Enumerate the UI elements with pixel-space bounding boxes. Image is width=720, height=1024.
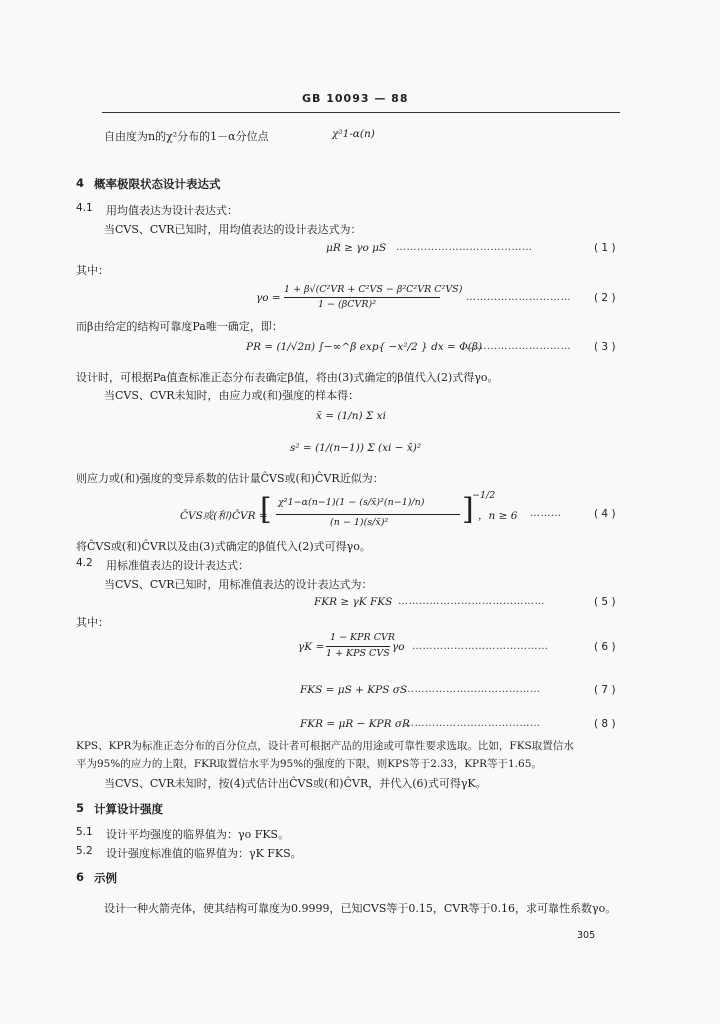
equation-2-tag: ( 2 ) — [594, 292, 616, 304]
para-4-1-5: 则应力或(和)强度的变异系数的估计量ĈVS或(和)ĈVR近似为： — [76, 472, 384, 485]
para-4-1-3: 设计时，可根据Pa值查标准正态分布表确定β值，将由(3)式确定的β值代入(2)式得γo。 — [76, 371, 499, 384]
equation-4-bracket-right: ] — [462, 492, 474, 527]
equation-8: FKR = μR − KPR σR — [300, 718, 410, 730]
para-4-1-4: 当CVS、CVR未知时，由应力或(和)强度的样本得： — [104, 389, 360, 402]
equation-4-fraction-bar — [276, 514, 460, 515]
equation-sample-variance: s² = (1/(n−1)) Σ (xi − x̄)² — [290, 442, 422, 454]
equation-7-tag: ( 7 ) — [594, 684, 616, 696]
equation-4-leader: ……… — [530, 508, 562, 519]
equation-7-leader: ………………………………… — [404, 684, 541, 695]
section-5-title: 计算设计强度 — [94, 802, 163, 816]
equation-6-tail: γo — [392, 641, 405, 653]
equation-8-leader: ………………………………… — [404, 718, 541, 729]
equation-5: FKR ≥ γK FKS — [314, 596, 393, 608]
section-4-1-title: 用均值表达为设计表达式： — [106, 204, 238, 217]
equation-3-tag: ( 3 ) — [594, 341, 616, 353]
para-6-1: 设计一种火箭壳体，使其结构可靠度为0.9999，已知CVS等于0.15，CVR等于0.16，求可靠性系数γo。 — [104, 902, 617, 915]
equation-1: μR ≥ γo μS — [326, 242, 387, 254]
para-4-2-1: 当CVS、CVR已知时，用标准值表达的设计表达式为： — [104, 578, 373, 591]
section-4-2-number: 4.2 — [76, 557, 93, 569]
section-5-1-text: 设计平均强度的临界值为：γo FKS。 — [106, 828, 290, 841]
equation-4-bracket-left: [ — [260, 492, 272, 527]
section-5-number: 5 — [76, 801, 85, 815]
equation-4-exponent: −1/2 — [472, 490, 496, 501]
para-4-2-4: 当CVS、CVR未知时，按(4)式估计出ĈVS或(和)ĈVR，并代入(6)式可得γK。 — [104, 777, 487, 790]
section-6-title: 示例 — [94, 871, 117, 885]
where-label-2: 其中： — [76, 616, 109, 629]
equation-2-leader: ………………………… — [466, 292, 571, 303]
notation-symbol: χ²1-α(n) — [332, 128, 375, 140]
equation-6-numerator: 1 − KPR CVR — [330, 632, 395, 643]
equation-2-denominator: 1 − (βCVR)² — [318, 299, 377, 310]
section-6-number: 6 — [76, 870, 85, 884]
equation-5-tag: ( 5 ) — [594, 596, 616, 608]
equation-1-tag: ( 1 ) — [594, 242, 616, 254]
section-5-2-number: 5.2 — [76, 845, 93, 857]
equation-4-condition: ，n ≥ 6 — [478, 510, 518, 522]
equation-8-tag: ( 8 ) — [594, 718, 616, 730]
para-4-1-1: 当CVS、CVR已知时，用均值表达的设计表达式为： — [104, 223, 362, 236]
section-4-title: 概率极限状态设计表达式 — [94, 177, 221, 191]
equation-6-leader: ………………………………… — [412, 641, 549, 652]
document-header: GB 10093 — 88 — [302, 92, 409, 105]
page-number: 305 — [577, 930, 596, 941]
equation-4-numerator: χ²1−α(n−1)(1 − (s/x̄)²(n−1)/n) — [278, 497, 425, 508]
equation-1-leader: ………………………………… — [396, 242, 533, 253]
equation-4-tag: ( 4 ) — [594, 508, 616, 520]
where-label-1: 其中： — [76, 264, 109, 277]
section-5-1-number: 5.1 — [76, 826, 93, 838]
equation-2-numerator: 1 + β√(C²VR + C²VS − β²C²VR C²VS) — [284, 284, 463, 295]
para-4-2-3: 平为95%的应力的上限，FKR取置信水平为95%的强度的下限，则KPS等于2.33，KPR等于1.65。 — [76, 758, 542, 770]
header-rule — [102, 112, 620, 113]
section-4-number: 4 — [76, 176, 85, 190]
equation-3: PR = (1/√2π) ∫−∞^β exp{ −x²/2 } dx = Φ(β) — [246, 341, 483, 353]
equation-sample-mean: x̄ = (1/n) Σ xi — [316, 410, 386, 422]
notation-text: 自由度为n的χ²分布的1－α分位点 — [104, 130, 269, 143]
equation-2-fraction-bar — [284, 297, 440, 298]
equation-6-lhs: γK = — [298, 641, 325, 653]
para-4-2-2: KPS、KPR为标准正态分布的百分位点，设计者可根据产品的用途或可靠性要求选取。比如，FKS取置信水 — [76, 740, 574, 752]
equation-6-denominator: 1 + KPS CVS — [326, 648, 390, 659]
equation-3-leader: ………………………… — [466, 341, 571, 352]
equation-7: FKS = μS + KPS σS — [300, 684, 408, 696]
para-4-1-2: 而β由给定的结构可靠度Pa唯一确定，即： — [76, 320, 283, 333]
section-4-2-title: 用标准值表达的设计表达式： — [106, 559, 249, 572]
equation-5-leader: …………………………………… — [398, 596, 545, 607]
equation-6-tag: ( 6 ) — [594, 641, 616, 653]
section-5-2-text: 设计强度标准值的临界值为：γK FKS。 — [106, 847, 302, 860]
section-4-1-number: 4.1 — [76, 202, 93, 214]
equation-4-denominator: (n − 1)(s/x̄)² — [330, 517, 389, 528]
equation-4-lhs: ĈVS或(和)ĈVR = — [180, 510, 268, 522]
para-4-1-6: 将ĈVS或(和)ĈVR以及由(3)式确定的β值代入(2)式可得γo。 — [76, 540, 371, 553]
equation-2-lhs: γo = — [256, 292, 281, 304]
equation-6-fraction-bar — [326, 646, 390, 647]
